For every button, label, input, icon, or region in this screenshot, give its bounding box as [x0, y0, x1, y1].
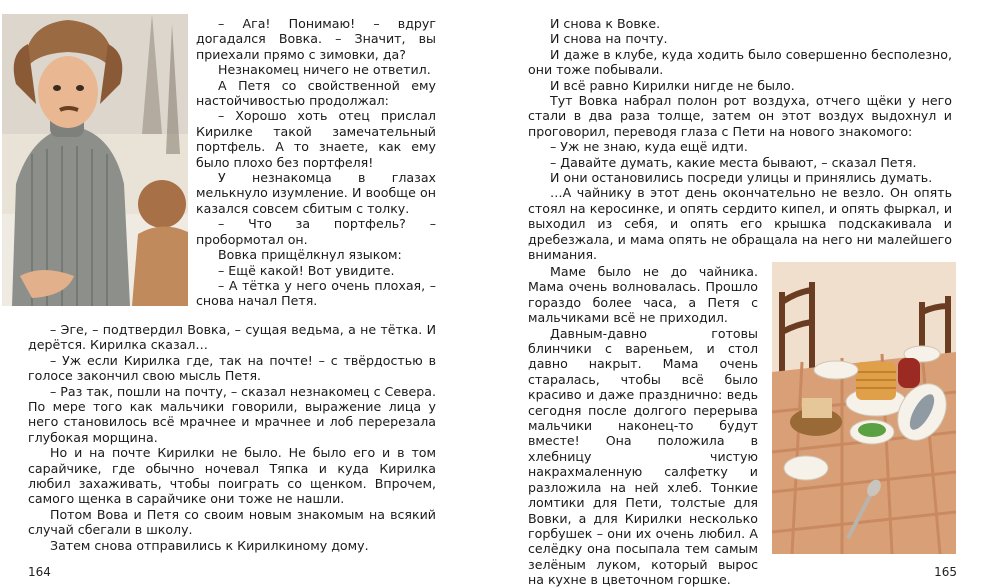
set-table-illustration [772, 262, 956, 554]
paragraph: И они остановились посреди улицы и принялись думать. [550, 170, 933, 186]
paragraph: – Уж не знаю, куда ещё идти. [550, 139, 748, 155]
paragraph: У незнакомца в глазах мелькнуло изумление. И вообще он казался совсем сбитым с толку. [196, 170, 436, 216]
page-number: 165 [934, 565, 957, 579]
paragraph: – Раз так, пошли на почту, – сказал незнакомец с Севера. По мере того как мальчики говорили, выражение лица у него становилось всё мрачнее и мрачнее и лоб перерезала глубокая морщина. [28, 383, 436, 445]
paragraph: – Ага! Понимаю! – вдруг догадался Вовка. – Значит, вы приехали прямо с зимовки, да? [196, 16, 436, 62]
set-table-with-pancakes-image [772, 262, 956, 554]
paragraph: И даже в клубе, куда ходить было совершенно бесполезно, они тоже побывали. [528, 46, 952, 78]
paragraph: – Ещё какой! Вот увидите. [218, 262, 395, 278]
left-wide-column [28, 322, 436, 553]
paragraph: Незнакомец ничего не ответил. [218, 62, 431, 78]
paragraph: Потом Вова и Петя со своим новым знакомым на всякий случай сбегали в школу. [28, 506, 436, 538]
paragraph: – А тётка у него очень плохая, – снова начал Петя. [196, 277, 436, 309]
right-narrow-column [528, 264, 758, 588]
page-number: 164 [28, 565, 51, 579]
paragraph: И всё равно Кирилки нигде не было. [550, 77, 795, 93]
paragraph: Маме было не до чайника. Мама очень волновалась. Прошло гораздо более часа, а Петя с мальчиками всё не приходил. [528, 264, 758, 326]
paragraph: …А чайнику в этот день окончательно не везло. Он опять стоял на керосинке, и опять сердито кипел, и опять фыркал, и выходил из себя, и опять его крышка подскакивала и дребезжала, и мама опять не обращала на него ни малейшего внимания. [528, 185, 952, 263]
paragraph: А Петя со свойственной ему настойчивостью продолжал: [196, 77, 436, 109]
man-in-fur-hat-illustration [2, 14, 188, 306]
right-page [492, 0, 985, 588]
left-page [0, 0, 492, 585]
right-wide-column [528, 16, 952, 263]
paragraph: И снова на почту. [550, 31, 668, 47]
left-narrow-column [196, 16, 436, 309]
paragraph: – Давайте думать, какие места бывают, – сказал Петя. [550, 154, 917, 170]
paragraph: – Уж если Кирилка где, так на почте! – с твёрдостью в голосе закончил свою мысль Петя. [28, 352, 436, 384]
paragraph: – Эге, – подтвердил Вовка, – сущая ведьма, а не тётка. И дерётся. Кирилка сказал… [28, 322, 436, 353]
paragraph: Вовка прищёлкнул языком: [218, 247, 402, 263]
paragraph: Затем снова отправились к Кирилкиному дому. [50, 537, 369, 553]
paragraph: Тут Вовка набрал полон рот воздуха, отчего щёки у него стали в два раза толще, затем он этот воздух выдохнул и проговорил, переводя глаза с Пети на нового знакомого: [528, 93, 952, 139]
paragraph: И снова к Вовке. [550, 16, 661, 31]
paragraph: – Хорошо хоть отец прислал Кирилке такой замечательный портфель. А то знаете, как ему было плохо без портфеля! [196, 108, 436, 170]
man-in-fur-hat-image [2, 14, 188, 306]
paragraph: Но и на почте Кирилки не было. Не было его и в том сарайчике, где обычно ночевал Тяпка и куда Кирилка любил захаживать, чтобы поиграть со щенком. Впрочем, самого щенка в сарайчике они тоже не нашли. [28, 445, 436, 507]
paragraph: – Что за портфель? – пробормотал он. [196, 216, 436, 247]
paragraph: Давным-давно готовы блинчики с вареньем, и стол давно накрыт. Мама очень старалась, чтобы всё было красиво и даже празднично: ведь сегодня после долгого перерыва мальчики наконец-то будут вместе! Она положила в хлебницу чистую накрахмаленную салфетку и разложила на ней хлеб. Тонкие ломтики для Пети, толстые для Вовки, а для Кирилки несколько горбушек – они их очень любил. А селёдку она посыпала тем самым зелёным луком, который вырос на кухне в цветочном горшке. [528, 325, 758, 588]
